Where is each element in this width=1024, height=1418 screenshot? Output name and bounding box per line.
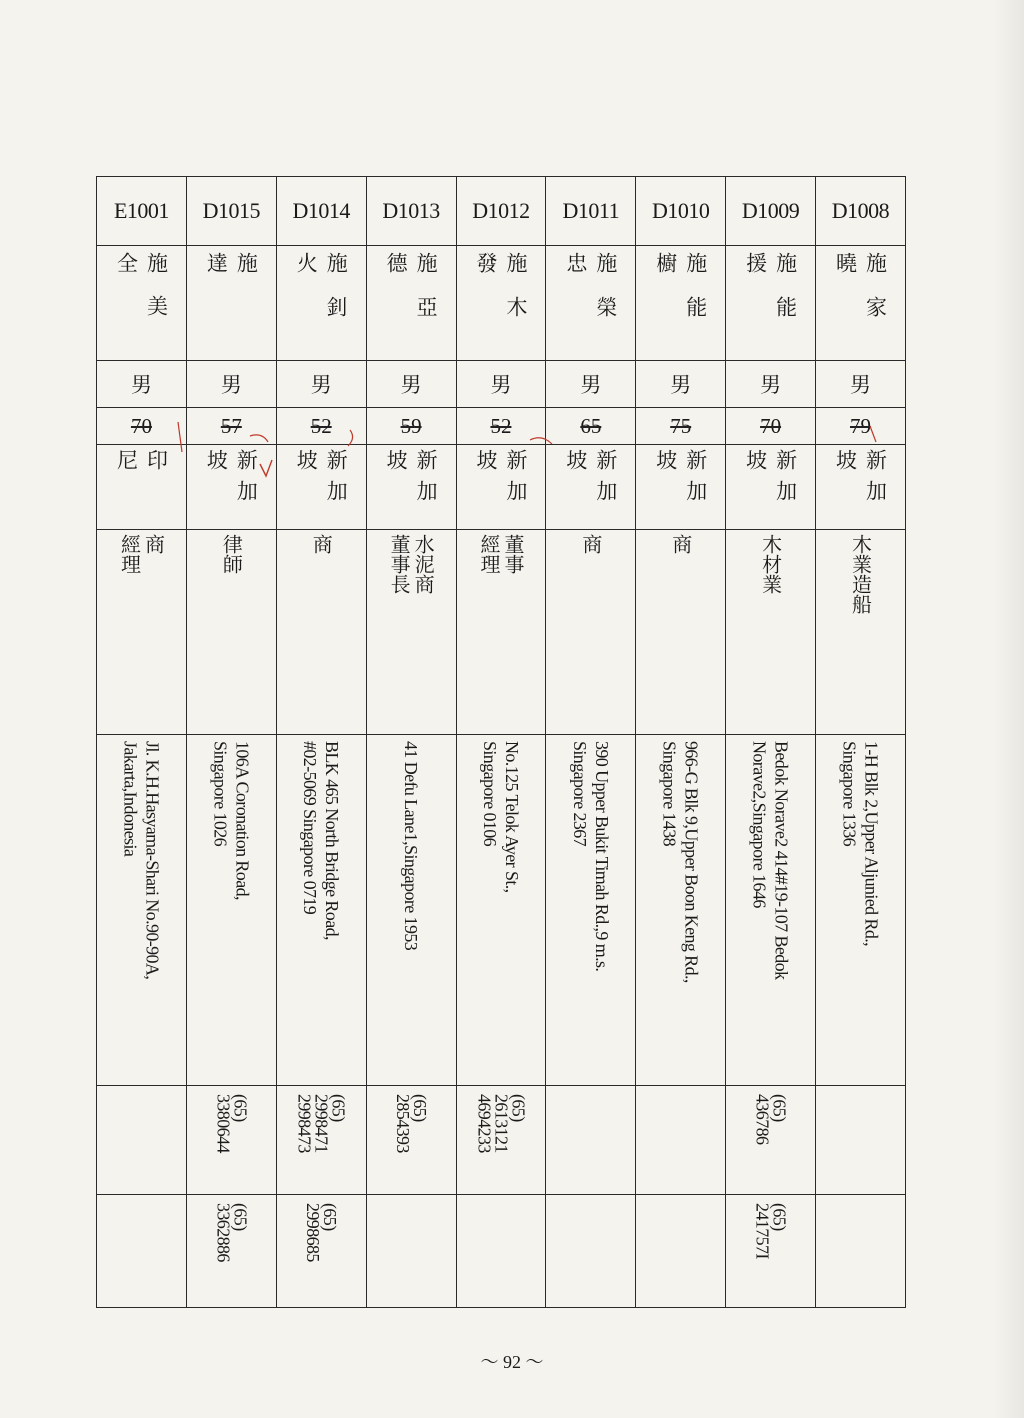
member-sex: 男 (760, 373, 782, 397)
member-occupation: 商 (668, 534, 693, 554)
member-nationality: 新加坡 (384, 449, 439, 511)
member-code: D1013 (382, 198, 440, 223)
member-name: 施榮忠 (563, 252, 618, 340)
column-d1009 (726, 177, 816, 1308)
member-age: 59 (400, 413, 422, 438)
member-name: 施木發 (473, 252, 528, 340)
member-age: 79 (850, 413, 871, 438)
column-d1013 (366, 177, 456, 1308)
member-code: D1009 (741, 198, 800, 223)
member-phone-2: (65) 2998685 (303, 1203, 341, 1262)
member-age: 70 (130, 413, 152, 438)
member-phone-2: (65) 241757I (752, 1203, 790, 1259)
member-address: No.125 Telok Ayer St., Singapore 0106 (479, 741, 522, 893)
member-age: 52 (310, 413, 332, 438)
member-age: 57 (220, 413, 242, 438)
member-nationality: 新加坡 (473, 449, 528, 511)
column-d1015 (186, 177, 276, 1308)
member-name: 施能櫥 (653, 252, 708, 340)
member-nationality: 新加坡 (204, 449, 259, 511)
member-address: 41 Defu Lane1,Singapore 1953 (401, 741, 422, 951)
member-phone-1: (65) 436786 (752, 1094, 790, 1145)
member-sex: 男 (490, 373, 512, 397)
member-code: D1014 (292, 198, 350, 223)
member-name: 施釗火 (294, 252, 349, 340)
member-code: D1015 (202, 198, 260, 223)
member-name: 施亞德 (384, 252, 439, 340)
member-occupation: 木材業 (758, 534, 783, 594)
column-d1011 (546, 177, 636, 1308)
member-address: Bedok Norave2 414#19-107 Bedok Norave2,Singapore 1646 (749, 741, 792, 980)
member-nationality: 新加坡 (563, 449, 618, 511)
member-name: 施達 (204, 252, 259, 333)
member-address: 390 Upper Bukit Timah Rd.,9 m.s. Singapore 2367 (569, 741, 612, 972)
page-edge-shadow (994, 0, 1024, 1418)
column-d1014 (276, 177, 366, 1308)
member-age: 52 (490, 413, 512, 438)
member-address: BLK 465 North Bridge Road, #02-5069 Singapore 0719 (300, 741, 343, 940)
member-occupation: 商 (578, 534, 603, 554)
member-nationality: 新加坡 (833, 449, 888, 511)
member-occupation: 律師 (219, 534, 244, 574)
member-occupation: 木業造船 (848, 534, 873, 614)
member-phone-1: (65) 2998471 2998473 (294, 1094, 349, 1153)
column-d1012 (456, 177, 546, 1308)
member-sex: 男 (130, 373, 152, 397)
member-address: 1-H Blk 2,Upper Aljunied Rd., Singapore 1336 (839, 741, 882, 947)
member-age: 75 (670, 413, 692, 438)
member-sex: 男 (400, 373, 422, 397)
member-code: D1010 (651, 198, 710, 223)
member-code: D1011 (562, 198, 620, 223)
member-nationality: 新加坡 (294, 449, 349, 511)
member-phone-1: (65) 2854393 (393, 1094, 431, 1153)
member-sex: 男 (310, 373, 332, 397)
member-sex: 男 (580, 373, 602, 397)
member-name: 施能援 (743, 252, 798, 340)
member-occupation: 水泥商 董事長 (387, 534, 436, 594)
member-address: Jl. K.H.Hasyama-Shari No.90-90A, Jakarta,Indonesia (120, 741, 163, 980)
member-phone-2: (65) 3362886 (213, 1203, 251, 1262)
member-occupation: 商 (309, 534, 334, 554)
column-d1008 (816, 177, 906, 1308)
member-age: 65 (580, 413, 602, 438)
column-d1010 (636, 177, 726, 1308)
member-address: 966-G Blk 9,Upper Boon Keng Rd., Singapore 1438 (659, 741, 702, 983)
member-sex: 男 (670, 373, 692, 397)
member-age: 70 (760, 413, 782, 438)
member-nationality: 印尼 (114, 449, 169, 498)
member-nationality: 新加坡 (653, 449, 708, 511)
member-name: 施美全 (114, 252, 169, 338)
member-nationality: 新加坡 (743, 449, 798, 511)
member-code: E1001 (113, 198, 169, 223)
member-code: D1012 (472, 198, 530, 223)
member-occupation: 董事 經理 (476, 534, 525, 574)
column-e1001 (97, 177, 187, 1308)
member-sex: 男 (850, 373, 871, 397)
member-phone-1: (65) 3380644 (213, 1094, 251, 1153)
member-code: D1008 (831, 198, 890, 223)
member-phone-1: (65) 2613121 4694233 (474, 1094, 529, 1153)
page-number: ～ 92 ～ (480, 1352, 544, 1372)
member-occupation: 商 經理 (117, 534, 166, 574)
member-registry-table (96, 176, 906, 1308)
member-sex: 男 (220, 373, 242, 397)
member-address: 106A Coronation Road, Singapore 1026 (210, 741, 253, 900)
member-name: 施家曉 (833, 252, 888, 340)
